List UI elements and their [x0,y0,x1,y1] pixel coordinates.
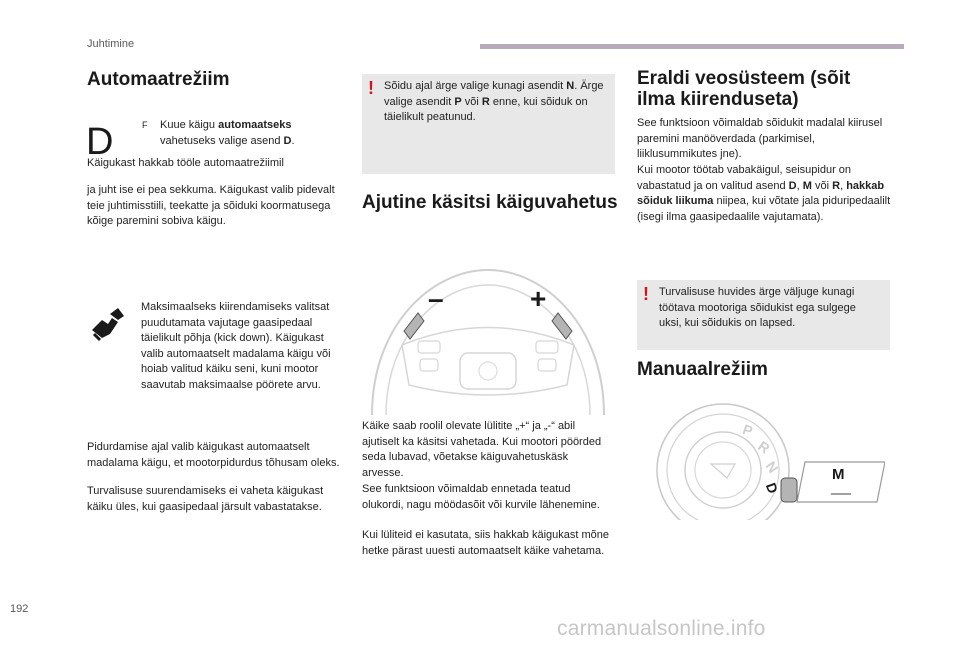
automatic-para-4: Turvalisuse suurendamiseks ei vaheta käigukast käiku üles, kui gaasipedaal järsult vabastatakse. [87,485,324,513]
automatic-bullet: F Kuue käigu automaatseks vahetuseks valige asend D. [142,119,295,147]
steering-wheel-illustration [362,255,614,415]
drive-d-symbol: D [86,121,114,163]
manual-temporary-title: Ajutine käsitsi käiguvahetus [362,192,618,213]
manual-temporary-para-2: See funktsioon võimaldab ennetada teatud olukordi, nagu möödasõit või kurvile lähenemine. [362,483,600,511]
kickdown-foot-icon [88,304,128,344]
warning-icon: ! [643,284,649,304]
bullet-icon: F [142,120,148,130]
paddle-minus-label: – [428,283,444,314]
warning-box-children [637,280,890,350]
selector-d-label: D [762,480,782,496]
paddle-plus-shape [552,313,572,339]
warning-icon: ! [368,78,374,98]
automatic-mode-title: Automaatrežiim [87,69,230,90]
manual-temporary-para-3: Kui lüliteid ei kasutata, siis hakkab käigukast mõne hetke pärast uuesti automaatselt käike vahetama. [362,529,610,557]
selector-n-label: N [762,458,782,476]
page-number: 192 [10,603,29,615]
paddle-plus-label: + [530,283,547,314]
selector-p-label: P [740,420,755,440]
paddle-minus-shape [404,313,424,339]
creep-para-1: See funktsioon võimaldab sõidukit madalal kiirusel paremini manööverdada (parkimisel, liiklusummikutes jne). [637,117,883,160]
section-label: Juhtimine [87,38,135,50]
gear-selector-illustration [645,400,885,520]
watermark: carmanualsonline.info [557,617,766,640]
warning-text: Turvalisuse huvides ärge väljuge kunagi töötava mootoriga sõidukist ega sulgege uksi, kui sõidukis on lapsed. [659,286,856,329]
creep-mode-title: Eraldi veosüsteem (sõit ilma kiirenduseta) [637,68,851,110]
automatic-para-1: Käigukast hakkab tööle automaatrežiimil [87,157,284,169]
warning-box-neutral [362,74,615,174]
header-bar [480,44,904,49]
creep-para-2: Kui mootor töötab vabakäigul, seisupidur on vabastatud ja on valitud asend D, M või R, hakkab sõiduk liikuma niipea, kui võtate jala piduripedaalilt (isegi ilma gaasipedaalile vajutamata). [637,164,891,223]
automatic-para-3: Pidurdamise ajal valib käigukast automaatselt madalama käigu, et mootorpidurdus tõhusam oleks. [87,441,340,469]
manual-mode-title: Manuaalrežiim [637,359,768,380]
warning-text: Sõidu ajal ärge valige kunagi asendit N. Ärge valige asendit P või R enne, kui sõiduk on täielikult peatunud. [384,80,604,123]
kickdown-text: Maksimaalseks kiirendamiseks valitsat puudutamata vajutage gaasipedaal täielikult põhja (kick down). Käigukast valib automaatselt madalama käigu või hoiab valitud käiku seni, kuni mootor saavutab maksimaalse pöörete arvu. [141,301,331,391]
manual-temporary-para-1: Käike saab roolil olevate lülitite „+“ ja „-“ abil ajutiselt ka käsitsi vahetada. Kui mootori pöörded seda lubavad, võetakse käiguvahetuskäsk arvesse. [362,420,602,479]
automatic-para-2: ja juht ise ei pea sekkuma. Käigukast valib pidevalt teie juhtimisstiili, teekatte ja sõiduki koormatusega kõige paremini sobiva käigu. [87,184,335,227]
selector-m-label: M [832,466,845,483]
selector-r-label: R [755,437,773,457]
